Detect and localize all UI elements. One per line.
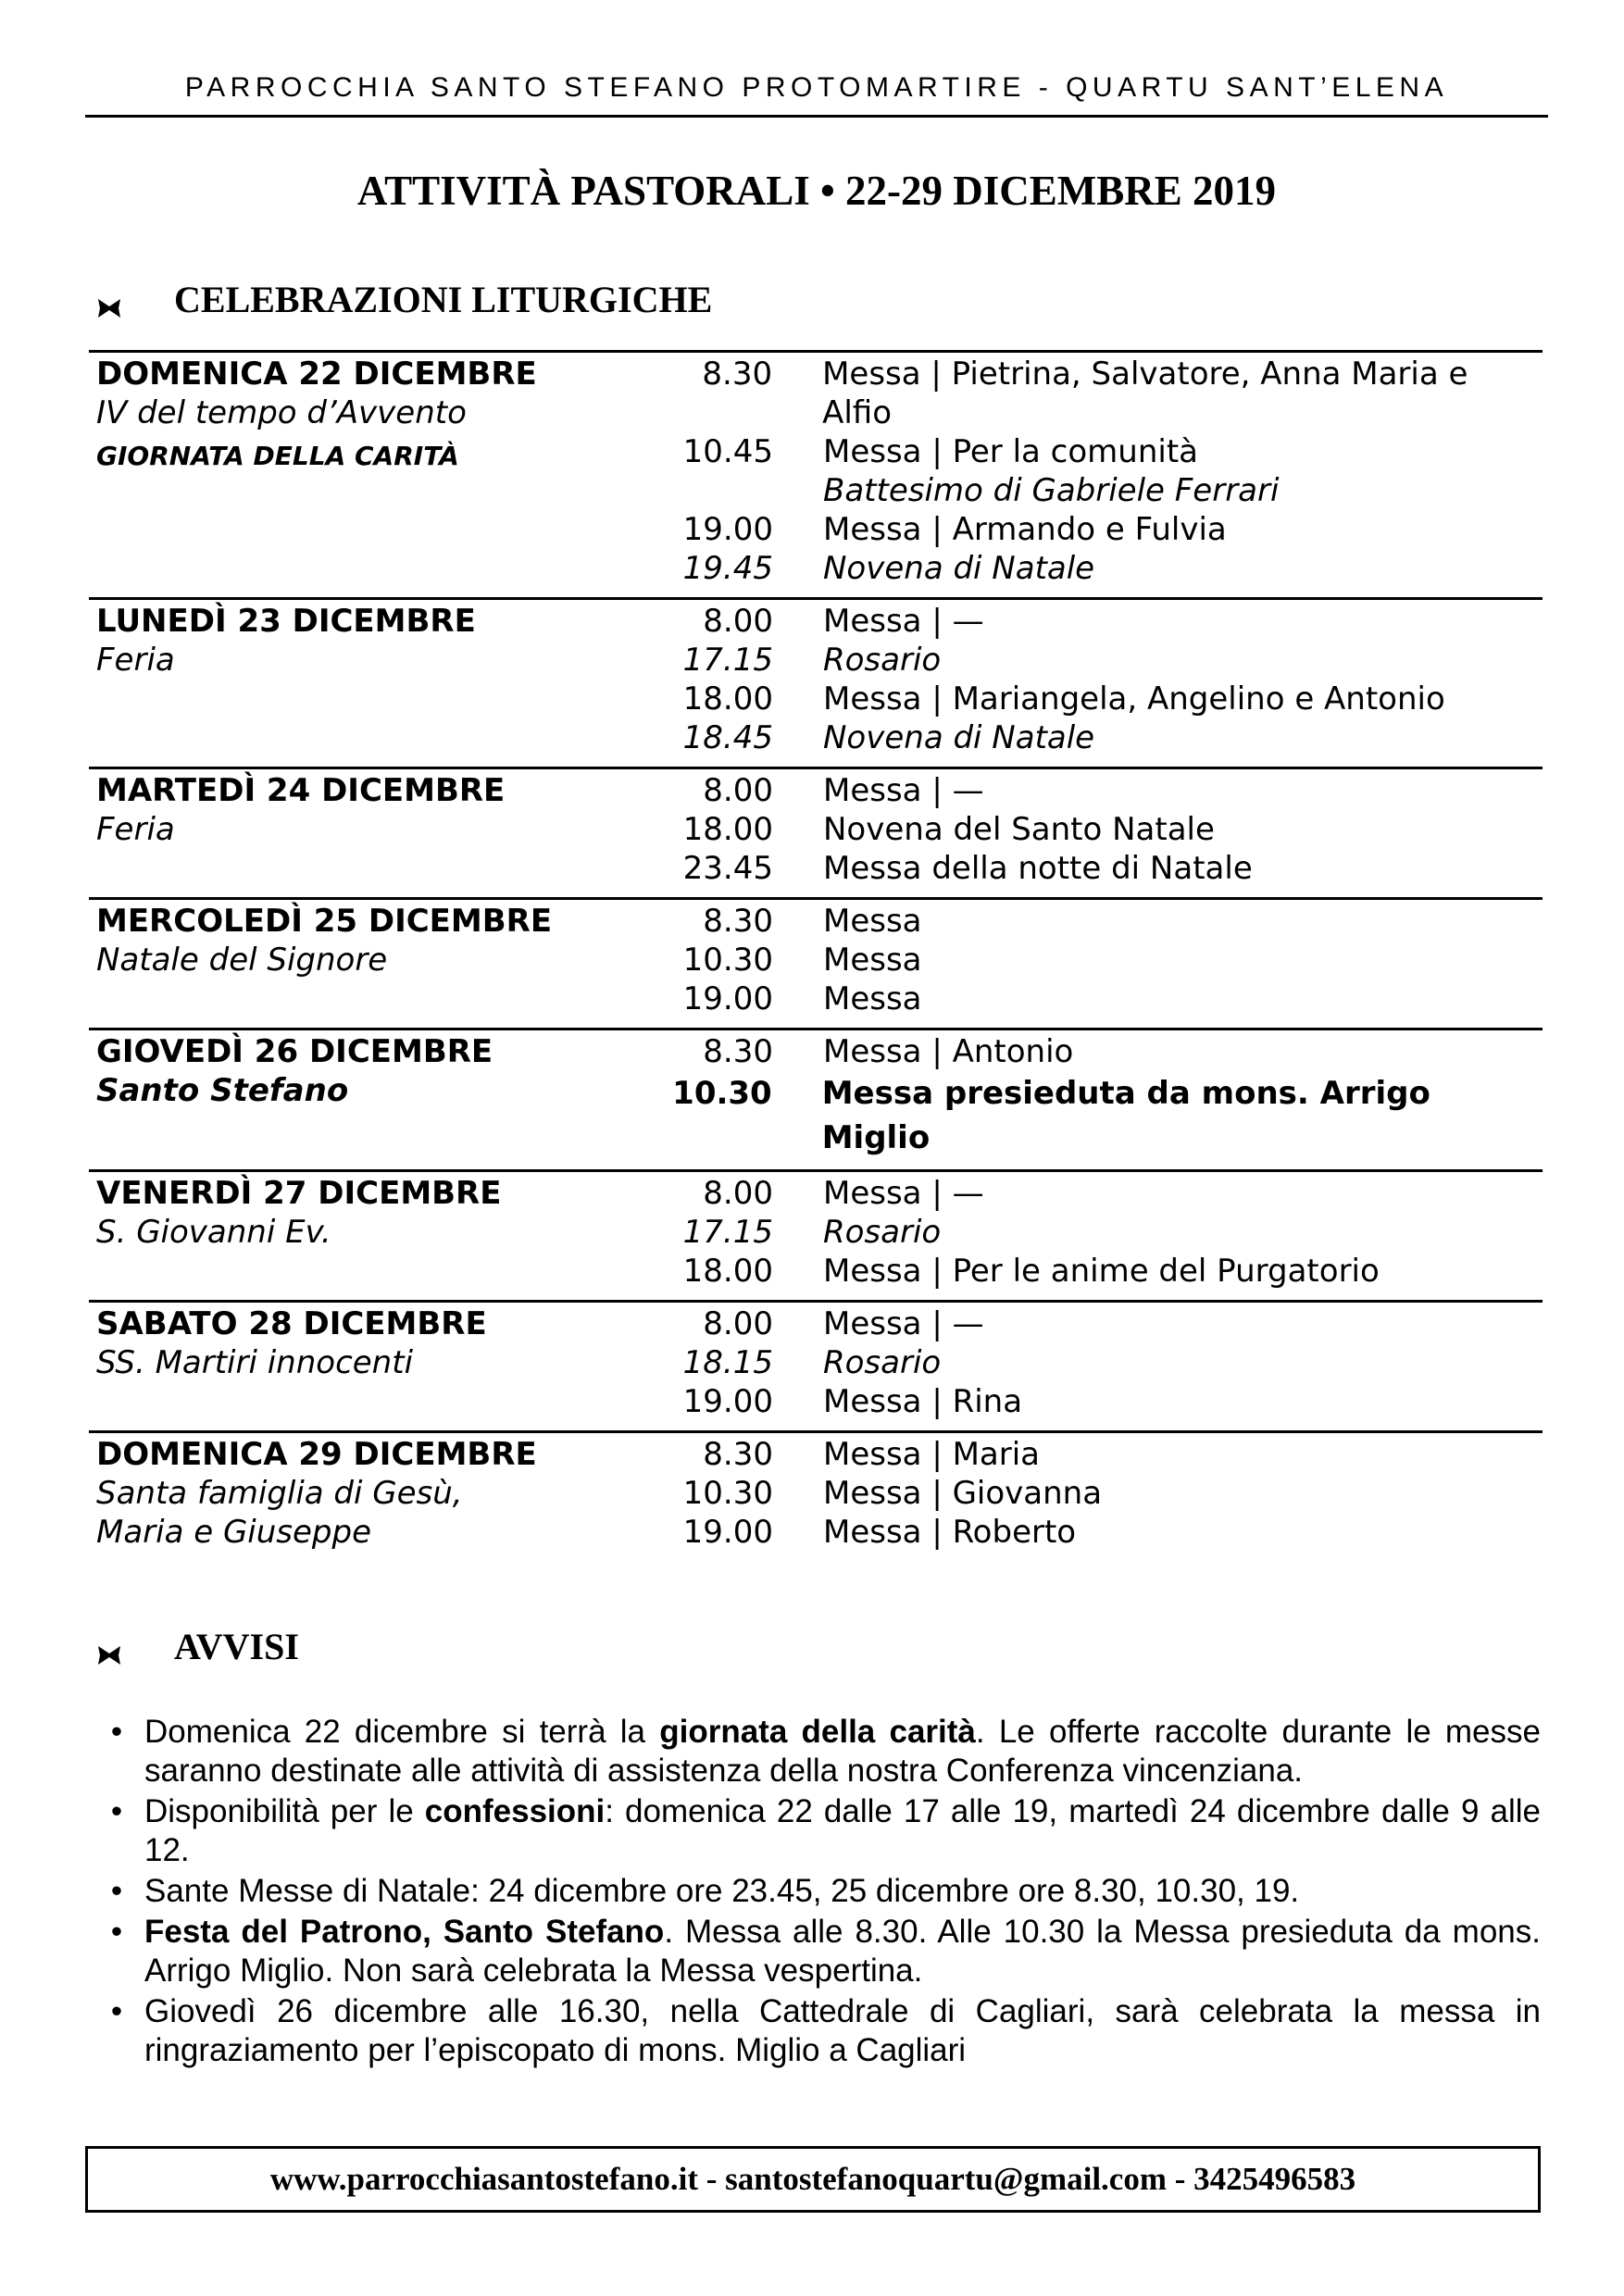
bullet-icon: • <box>110 1793 123 1829</box>
day-info <box>89 602 643 757</box>
section-notices-label: AVVISI <box>174 1626 299 1667</box>
day-name: SABATO 28 DICEMBRE <box>96 1305 487 1342</box>
event-time: 8.30 <box>702 356 773 393</box>
notice-text <box>144 1992 1541 2070</box>
event-description: Novena del Santo Natale <box>823 811 1215 848</box>
parish-header: PARROCCHIA SANTO STEFANO PROTOMARTIRE - QUARTU SANT’ELENA <box>184 72 1449 103</box>
notice-fragment: Domenica 22 dicembre si terrà la <box>144 1714 660 1750</box>
event-time: 18.45 <box>682 719 773 756</box>
day-name: MERCOLEDÌ 25 DICEMBRE <box>96 903 553 940</box>
notice-fragment: Disponibilità per le <box>144 1793 425 1829</box>
event-time: 18.15 <box>682 1344 773 1381</box>
notice-fragment: . Messa alle 8.30. Alle 10.30 la Messa presieduta da mons. Arrigo Miglio. Non sarà celebrata la Messa vespertina. <box>144 1914 1541 1989</box>
day-name: GIOVEDÌ 26 DICEMBRE <box>96 1033 493 1070</box>
event-description: Messa <box>823 903 922 940</box>
day-info <box>89 1304 643 1421</box>
notices-list <box>89 1713 1541 2072</box>
footer-contact-box <box>85 2146 1541 2213</box>
header-divider <box>85 115 1548 118</box>
event-row <box>643 510 1543 549</box>
event-time: 18.00 <box>682 811 773 848</box>
event-row <box>643 980 1543 1018</box>
event-time: 8.30 <box>703 1436 773 1473</box>
event-row <box>643 810 1543 849</box>
event-description: Rosario <box>823 1214 942 1251</box>
event-description: Messa | Rina <box>823 1383 1023 1420</box>
event-row <box>643 1213 1543 1252</box>
event-time: 19.45 <box>682 550 773 587</box>
event-time: 8.00 <box>703 1305 773 1342</box>
event-description: Messa | Armando e Fulvia <box>823 511 1227 548</box>
day-events <box>643 771 1543 888</box>
day-feast: SS. Martiri innocenti <box>96 1344 414 1381</box>
day-name: LUNEDÌ 23 DICEMBRE <box>96 603 476 640</box>
event-row <box>643 1071 1543 1160</box>
event-description: Messa | Giovanna <box>823 1475 1103 1512</box>
event-time: 19.00 <box>682 980 773 1017</box>
day-info <box>89 902 643 1018</box>
day-events <box>643 1435 1543 1552</box>
notice-item <box>89 1713 1541 1791</box>
day-feast: Feria <box>96 642 175 679</box>
day-feast: Feria <box>96 811 175 848</box>
day-feast: S. Giovanni Ev. <box>96 1214 331 1251</box>
event-description: Messa <box>823 980 922 1017</box>
event-time: 10.30 <box>682 942 773 979</box>
day-name: VENERDÌ 27 DICEMBRE <box>96 1175 502 1212</box>
day-info <box>89 1032 643 1160</box>
notice-item <box>89 1872 1541 1911</box>
event-row <box>643 1343 1543 1382</box>
event-time: 23.45 <box>682 850 773 887</box>
event-row <box>643 1513 1543 1552</box>
day-events <box>643 1304 1543 1421</box>
event-description: Messa | — <box>823 772 984 809</box>
day-note: GIORNATA DELLA CARITÀ <box>96 441 459 471</box>
event-row <box>643 602 1543 641</box>
day-feast: IV del tempo d’Avvento <box>96 394 467 431</box>
event-description: Messa <box>823 942 922 979</box>
day-events <box>643 902 1543 1018</box>
liturgy-schedule <box>89 350 1543 1561</box>
schedule-day <box>89 1169 1543 1300</box>
event-time: 10.30 <box>672 1075 772 1112</box>
day-name: MARTEDÌ 24 DICEMBRE <box>96 772 506 809</box>
event-description: Novena di Natale <box>823 719 1095 756</box>
event-row <box>643 1032 1543 1071</box>
event-time: 19.00 <box>682 1383 773 1420</box>
event-description: Novena di Natale <box>823 550 1095 587</box>
bowtie-icon <box>96 1634 122 1660</box>
event-description: Rosario <box>823 642 942 679</box>
schedule-day <box>89 1028 1543 1169</box>
schedule-day <box>89 897 1543 1028</box>
day-name: DOMENICA 22 DICEMBRE <box>96 356 537 393</box>
event-row <box>643 432 1543 471</box>
event-time: 10.45 <box>682 433 773 470</box>
event-description: Battesimo di Gabriele Ferrari <box>823 472 1280 509</box>
notice-text <box>144 1713 1541 1791</box>
event-row <box>643 902 1543 941</box>
event-description: Messa della notte di Natale <box>823 850 1253 887</box>
event-description: Messa | Antonio <box>823 1033 1074 1070</box>
notice-fragment: Giovedì 26 dicembre alle 16.30, nella Cattedrale di Cagliari, sarà celebrata la messa in ringraziamento per l’episcopato di mons. Miglio a Cagliari <box>144 1993 1541 2068</box>
event-description: Messa | Per le anime del Purgatorio <box>823 1253 1380 1290</box>
section-notices-heading <box>96 1625 299 1668</box>
notice-item <box>89 1913 1541 1990</box>
day-events <box>643 1032 1543 1160</box>
notice-text <box>144 1913 1541 1990</box>
event-row <box>643 1474 1543 1513</box>
event-time: 17.15 <box>682 1214 773 1251</box>
event-description: Messa | — <box>823 603 984 640</box>
schedule-day <box>89 1300 1543 1430</box>
day-feast: Santa famiglia di Gesù, <box>96 1475 463 1512</box>
event-description: Messa | Pietrina, Salvatore, Anna Maria e Alfio <box>822 356 1468 431</box>
notice-fragment: . Le offerte raccolte durante le messe saranno destinate alle attività di assistenza della nostra Conferenza vincenziana. <box>144 1714 1541 1789</box>
event-time: 8.00 <box>703 1175 773 1212</box>
event-row <box>643 1382 1543 1421</box>
page-title: ATTIVITÀ PASTORALI • 22-29 DICEMBRE 2019 <box>356 168 1277 214</box>
notice-text <box>144 1792 1541 1870</box>
event-row <box>643 549 1543 588</box>
event-time: 8.30 <box>703 903 773 940</box>
event-description: Messa | — <box>823 1175 984 1212</box>
event-row <box>643 1174 1543 1213</box>
event-description: Messa | — <box>823 1305 984 1342</box>
footer-contact: www.parrocchiasantostefano.it - santostefanoquartu@gmail.com - 3425496583 <box>269 2161 1356 2197</box>
event-time: 8.30 <box>703 1033 773 1070</box>
schedule-day <box>89 767 1543 897</box>
notice-fragment: : domenica 22 dalle 17 alle 19, martedì 24 dicembre dalle 9 alle 12. <box>144 1793 1541 1868</box>
event-description: Messa | Roberto <box>823 1514 1077 1551</box>
event-row <box>643 718 1543 757</box>
event-row <box>643 641 1543 680</box>
event-time: 18.00 <box>682 1253 773 1290</box>
section-liturgy-heading <box>96 278 712 321</box>
day-feast: Santo Stefano <box>96 1072 349 1109</box>
event-row <box>643 1435 1543 1474</box>
event-row <box>643 1252 1543 1291</box>
event-time: 17.15 <box>682 642 773 679</box>
bullet-icon: • <box>110 1993 123 2029</box>
event-row <box>643 771 1543 810</box>
event-description: Messa presieduta da mons. Arrigo Miglio <box>821 1075 1430 1156</box>
bowtie-icon <box>96 287 122 313</box>
day-events <box>643 1174 1543 1291</box>
event-description: Rosario <box>823 1344 942 1381</box>
day-name: DOMENICA 29 DICEMBRE <box>96 1436 537 1473</box>
bullet-icon: • <box>110 1714 123 1750</box>
day-info <box>89 355 643 588</box>
day-info <box>89 1435 643 1552</box>
event-time: 8.00 <box>703 603 773 640</box>
event-time <box>643 471 773 510</box>
event-description: Messa | Per la comunità <box>823 433 1198 470</box>
day-events <box>643 602 1543 757</box>
notice-emphasis: giornata della carità <box>659 1714 976 1750</box>
schedule-day <box>89 597 1543 767</box>
event-time: 8.00 <box>703 772 773 809</box>
schedule-day <box>89 350 1543 597</box>
section-liturgy-label: CELEBRAZIONI LITURGICHE <box>174 279 713 320</box>
bullet-icon: • <box>110 1914 123 1950</box>
notice-emphasis: confessioni <box>424 1793 606 1829</box>
event-time: 19.00 <box>682 511 773 548</box>
notice-fragment: Sante Messe di Natale: 24 dicembre ore 23.45, 25 dicembre ore 8.30, 10.30, 19. <box>144 1873 1300 1909</box>
event-row <box>643 849 1543 888</box>
day-info <box>89 1174 643 1291</box>
notice-text <box>144 1872 1541 1911</box>
day-feast: Maria e Giuseppe <box>96 1514 372 1551</box>
notice-emphasis: Festa del Patrono, Santo Stefano <box>144 1914 665 1950</box>
schedule-day <box>89 1430 1543 1561</box>
event-time: 19.00 <box>682 1514 773 1551</box>
event-row <box>643 680 1543 718</box>
day-feast: Natale del Signore <box>96 942 388 979</box>
event-row <box>643 471 1543 510</box>
event-time: 18.00 <box>682 680 773 718</box>
bullet-icon: • <box>110 1873 123 1909</box>
event-row <box>643 941 1543 980</box>
day-info <box>89 771 643 888</box>
day-events <box>643 355 1543 588</box>
event-description: Messa | Mariangela, Angelino e Antonio <box>823 680 1445 718</box>
event-time: 10.30 <box>682 1475 773 1512</box>
event-description: Messa | Maria <box>823 1436 1041 1473</box>
event-row <box>643 1304 1543 1343</box>
notice-item <box>89 1792 1541 1870</box>
event-row <box>643 355 1543 432</box>
notice-item <box>89 1992 1541 2070</box>
